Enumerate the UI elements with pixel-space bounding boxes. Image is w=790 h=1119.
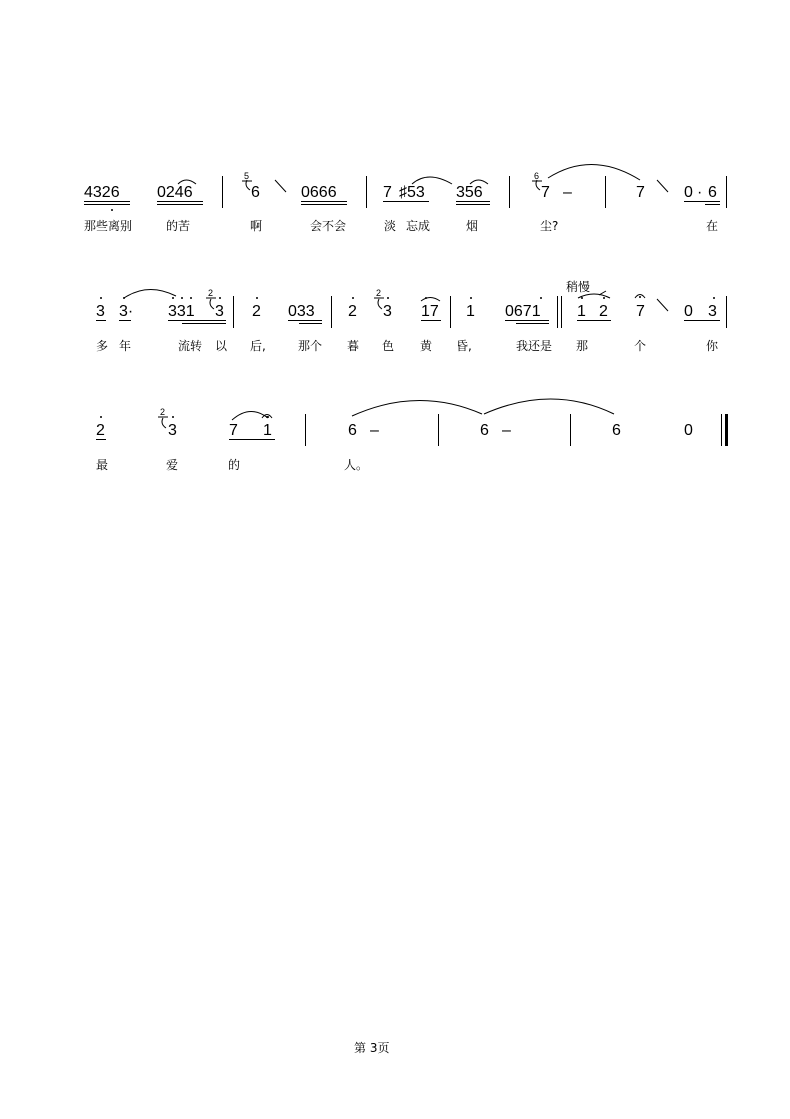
lyric: 以 bbox=[215, 339, 228, 353]
note: 3· bbox=[119, 303, 134, 320]
note: 7 bbox=[541, 184, 550, 201]
dot-mark: · bbox=[697, 184, 703, 201]
slur bbox=[470, 180, 488, 184]
note: 7 bbox=[636, 303, 645, 320]
glide-line bbox=[657, 299, 668, 311]
lyric: 爱 bbox=[166, 458, 179, 472]
lyric: 人。 bbox=[344, 458, 369, 472]
note: 3 bbox=[215, 303, 224, 320]
note: 3 bbox=[168, 422, 177, 439]
slur bbox=[578, 294, 610, 298]
note: 7 bbox=[229, 422, 238, 439]
note: 6 bbox=[480, 422, 489, 439]
lyric: 尘? bbox=[540, 219, 559, 233]
lyric: 最 bbox=[96, 458, 109, 472]
slur bbox=[124, 289, 176, 298]
grace-note: 2 bbox=[376, 288, 382, 298]
note: 1 bbox=[263, 422, 272, 439]
lyric: 我还是 bbox=[516, 339, 553, 353]
grace-hook bbox=[162, 418, 166, 428]
note-group: 0666 bbox=[301, 184, 337, 201]
lyric: 那些离别 bbox=[84, 219, 133, 233]
note: 2 bbox=[252, 303, 261, 320]
lyric: 暮 bbox=[347, 339, 360, 353]
lyric: 年 bbox=[119, 339, 132, 353]
grace-hook bbox=[210, 299, 214, 309]
note: 6 bbox=[348, 422, 357, 439]
slur bbox=[412, 177, 452, 184]
note: 0 bbox=[684, 184, 693, 201]
lyric: 忘成 bbox=[406, 219, 431, 233]
note-group: 4326 bbox=[84, 184, 120, 201]
note: 6 bbox=[251, 184, 260, 201]
note: 6 bbox=[612, 422, 621, 439]
note: 6 bbox=[708, 184, 717, 201]
grace-note: 6 bbox=[534, 171, 540, 181]
dash: – bbox=[370, 422, 379, 439]
slur bbox=[548, 164, 640, 180]
lyric: 流转 bbox=[178, 339, 203, 353]
slur bbox=[352, 400, 482, 416]
note-group: 17 bbox=[421, 303, 439, 320]
lyric: 色 bbox=[382, 339, 395, 353]
lyric: 淡 bbox=[384, 219, 397, 233]
lyric: 黄 bbox=[420, 339, 433, 353]
note: 7 bbox=[636, 184, 645, 201]
lyric: 的苦 bbox=[166, 219, 191, 233]
note: 2 bbox=[348, 303, 357, 320]
note: 0 bbox=[684, 303, 693, 320]
lyric: 烟 bbox=[466, 219, 479, 233]
note: 1 bbox=[577, 303, 586, 320]
slur bbox=[178, 180, 196, 184]
tempo-mark: 稍慢 bbox=[566, 280, 591, 294]
note: 0 bbox=[684, 422, 693, 439]
lyric: 后, bbox=[250, 339, 266, 353]
grace-note: 5 bbox=[244, 171, 250, 181]
note: 3 bbox=[383, 303, 392, 320]
slur bbox=[484, 399, 614, 414]
note: 2 bbox=[96, 422, 105, 439]
lyric: 你 bbox=[706, 339, 719, 353]
glide-line bbox=[275, 180, 286, 192]
lyric: 多 bbox=[96, 339, 109, 353]
note-group: 0246 bbox=[157, 184, 193, 201]
lyric: 啊 bbox=[250, 219, 263, 233]
grace-note: 2 bbox=[208, 288, 214, 298]
dash: – bbox=[563, 184, 572, 201]
note-group: 331 bbox=[168, 303, 195, 320]
note: 1 bbox=[466, 303, 475, 320]
note: 3 bbox=[708, 303, 717, 320]
tempo-accent bbox=[599, 291, 606, 295]
grace-hook bbox=[378, 299, 382, 309]
lyric: 那个 bbox=[298, 339, 323, 353]
note: 7 bbox=[383, 184, 392, 201]
note-group: ♯53 bbox=[399, 184, 425, 201]
lyric: 在 bbox=[706, 219, 719, 233]
lyric: 个 bbox=[634, 339, 647, 353]
glide-line bbox=[657, 180, 668, 192]
note: 3 bbox=[96, 303, 105, 320]
note-group: 0671 bbox=[505, 303, 541, 320]
lyric: 会不会 bbox=[310, 219, 347, 233]
fermata-dot bbox=[639, 296, 641, 298]
lyric: 的 bbox=[228, 458, 241, 472]
fermata-dot bbox=[266, 416, 268, 418]
slur bbox=[421, 298, 440, 302]
note: 2 bbox=[599, 303, 608, 320]
slur bbox=[232, 411, 268, 420]
lyric: 那 bbox=[576, 339, 589, 353]
page-number: 第 3页 bbox=[354, 1041, 390, 1055]
lyric: 昏, bbox=[456, 339, 472, 353]
dash: – bbox=[502, 422, 511, 439]
note-group: 033 bbox=[288, 303, 315, 320]
note-group: 356 bbox=[456, 184, 483, 201]
grace-note: 2 bbox=[160, 407, 166, 417]
